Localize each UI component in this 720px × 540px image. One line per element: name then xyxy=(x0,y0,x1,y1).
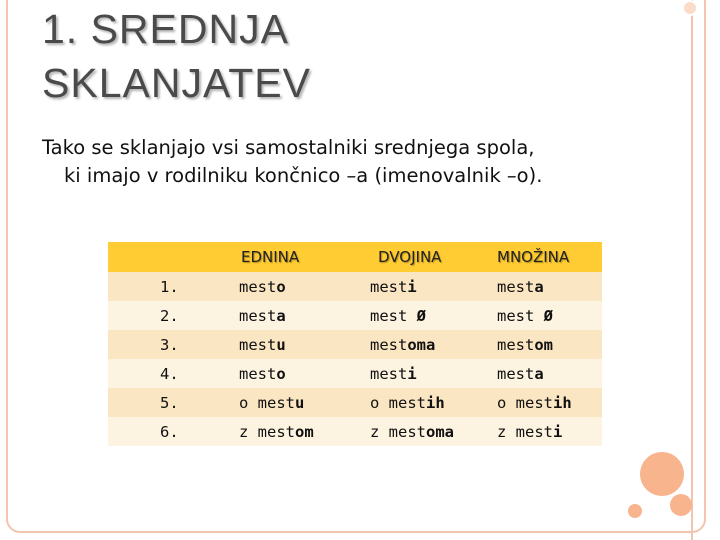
slide-title xyxy=(42,2,311,110)
word-ending: i xyxy=(407,277,417,296)
declension-cell xyxy=(358,330,485,359)
word-stem: mest xyxy=(239,277,277,296)
word-ending: ih xyxy=(426,393,445,412)
case-number: 1. xyxy=(108,272,227,301)
declension-table xyxy=(108,242,602,446)
table-row xyxy=(108,272,602,301)
word-ending: u xyxy=(276,335,286,354)
decorative-circle xyxy=(682,0,698,16)
word-stem: mest xyxy=(497,306,544,325)
declension-cell xyxy=(358,301,485,330)
case-number: 5. xyxy=(108,388,227,417)
case-number: 6. xyxy=(108,417,227,446)
word-stem: o mest xyxy=(370,393,426,412)
declension-cell xyxy=(485,301,602,330)
word-ending: ih xyxy=(553,393,572,412)
declension-cell xyxy=(358,388,485,417)
word-stem: mest xyxy=(239,335,277,354)
title-line-2: SKLANJATEV xyxy=(42,60,311,106)
word-stem: o mest xyxy=(239,393,295,412)
table-row xyxy=(108,417,602,446)
body-line-2: ki imajo v rodilniku končnico –a (imenovalnik –o). xyxy=(64,164,543,187)
header-cell-mnozina: MNOŽINA xyxy=(485,242,602,272)
word-ending: u xyxy=(295,393,305,412)
word-stem: mest xyxy=(497,364,535,383)
word-ending: om xyxy=(295,422,314,441)
word-ending: i xyxy=(407,364,417,383)
table-row xyxy=(108,359,602,388)
declension-cell xyxy=(358,272,485,301)
word-ending: om xyxy=(534,335,553,354)
word-stem: mest xyxy=(497,277,535,296)
word-stem: o mest xyxy=(497,393,553,412)
declension-cell xyxy=(227,359,358,388)
word-ending: o xyxy=(276,277,286,296)
header-cell-dvojina: DVOJINA xyxy=(358,242,485,272)
case-number: 3. xyxy=(108,330,227,359)
header-cell-ednina: EDNINA xyxy=(227,242,358,272)
header-cell-empty xyxy=(108,242,227,272)
body-paragraph xyxy=(42,134,682,190)
word-stem: z mest xyxy=(239,422,295,441)
word-ending: oma xyxy=(407,335,436,354)
word-ending: a xyxy=(534,364,544,383)
decorative-circle xyxy=(640,452,684,496)
word-stem: mest xyxy=(239,364,277,383)
word-ending: oma xyxy=(426,422,454,441)
decorative-rule xyxy=(691,0,693,540)
decorative-circle xyxy=(670,494,692,516)
declension-cell xyxy=(485,359,602,388)
declension-cell xyxy=(227,272,358,301)
title-line-1: 1. SREDNJA xyxy=(42,6,289,52)
declension-cell xyxy=(227,330,358,359)
table-row xyxy=(108,388,602,417)
declension-cell xyxy=(485,417,602,446)
table-row xyxy=(108,330,602,359)
declension-cell xyxy=(227,388,358,417)
table-row xyxy=(108,301,602,330)
word-stem: z mest xyxy=(370,422,426,441)
word-stem: z mest xyxy=(497,422,553,441)
declension-cell xyxy=(485,330,602,359)
table-header-row xyxy=(108,242,602,272)
body-line-1: Tako se sklanjajo vsi samostalniki srednjega spola, xyxy=(42,136,535,159)
word-ending: i xyxy=(553,422,563,441)
declension-cell xyxy=(227,301,358,330)
word-stem: mest xyxy=(370,277,408,296)
declension-cell xyxy=(358,359,485,388)
word-stem: mest xyxy=(370,335,408,354)
word-stem: mest xyxy=(370,306,417,325)
declension-cell xyxy=(227,417,358,446)
declension-cell xyxy=(485,388,602,417)
declension-cell xyxy=(485,272,602,301)
decorative-circle xyxy=(628,504,642,518)
word-stem: mest xyxy=(497,335,535,354)
word-ending: Ø xyxy=(416,306,427,325)
word-stem: mest xyxy=(370,364,408,383)
word-ending: a xyxy=(276,306,286,325)
word-stem: mest xyxy=(239,306,277,325)
word-ending: Ø xyxy=(543,306,554,325)
word-ending: a xyxy=(534,277,544,296)
case-number: 4. xyxy=(108,359,227,388)
declension-cell xyxy=(358,417,485,446)
case-number: 2. xyxy=(108,301,227,330)
word-ending: o xyxy=(276,364,286,383)
